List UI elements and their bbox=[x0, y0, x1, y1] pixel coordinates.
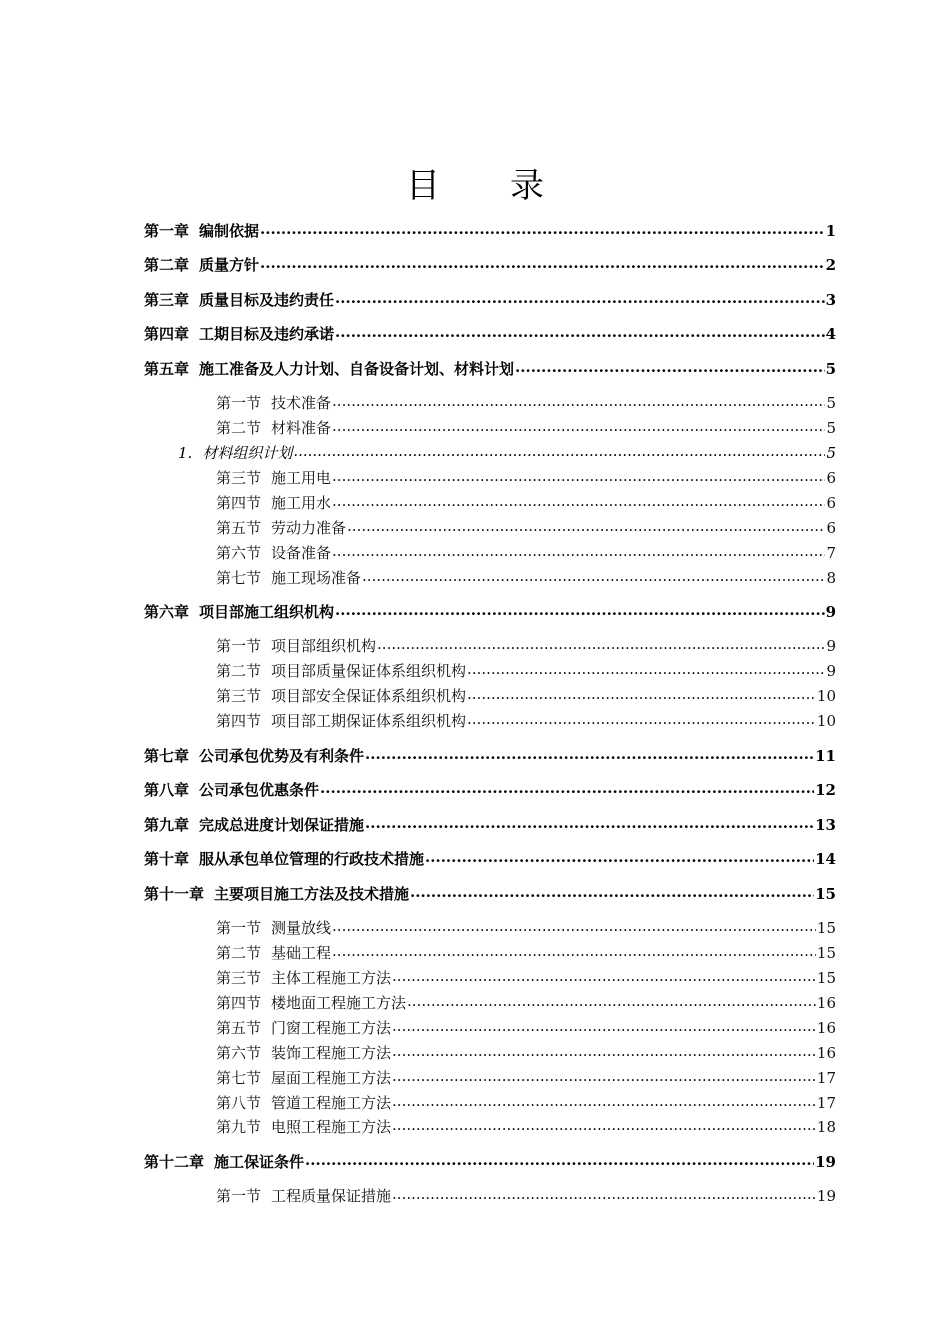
toc-chapter-row[interactable] bbox=[144, 1152, 836, 1172]
toc-entry-text: 工期目标及违约承诺 bbox=[199, 325, 335, 343]
toc-section-row[interactable] bbox=[216, 636, 836, 656]
toc-entry-prefix: 第三章 bbox=[144, 291, 190, 309]
toc-page-number: 9 bbox=[825, 603, 836, 621]
toc-chapter-row[interactable] bbox=[144, 849, 836, 869]
toc-entry-text: 主体工程施工方法 bbox=[271, 969, 392, 987]
toc-entry-label bbox=[216, 1186, 391, 1206]
dot-leader bbox=[293, 443, 825, 458]
toc-page-number: 15 bbox=[815, 885, 836, 903]
toc-section-row[interactable] bbox=[216, 993, 836, 1013]
toc-section-row[interactable] bbox=[216, 543, 836, 563]
toc-entry-prefix: 第三节 bbox=[216, 469, 262, 487]
dot-leader bbox=[365, 746, 814, 761]
toc-entry-text: 施工保证条件 bbox=[214, 1153, 305, 1171]
dot-leader bbox=[335, 290, 825, 305]
toc-entry-prefix: 第六章 bbox=[144, 603, 190, 621]
toc-chapter-row[interactable] bbox=[144, 221, 836, 241]
dot-leader bbox=[335, 602, 825, 617]
toc-entry-text: 项目部组织机构 bbox=[271, 637, 377, 655]
toc-entry-prefix: 第二节 bbox=[216, 662, 262, 680]
toc-page-number: 11 bbox=[815, 747, 836, 765]
dot-leader bbox=[467, 711, 816, 726]
toc-entry-text: 项目部质量保证体系组织机构 bbox=[271, 662, 467, 680]
toc-entry-prefix: 第九节 bbox=[216, 1118, 262, 1136]
toc-page-number: 2 bbox=[825, 256, 836, 274]
toc-entry-prefix: 第六节 bbox=[216, 1044, 262, 1062]
dot-leader bbox=[392, 1018, 816, 1033]
toc-chapter-row[interactable] bbox=[144, 602, 836, 622]
toc-entry-text: 公司承包优惠条件 bbox=[199, 781, 320, 799]
toc-entry-prefix: 第七节 bbox=[216, 1069, 262, 1087]
toc-page-number: 10 bbox=[816, 712, 836, 730]
toc-entry-text: 测量放线 bbox=[271, 919, 332, 937]
toc-page-number: 16 bbox=[816, 1044, 836, 1062]
toc-entry-text: 管道工程施工方法 bbox=[271, 1094, 392, 1112]
toc-entry-label bbox=[216, 918, 331, 938]
toc-page-number: 6 bbox=[826, 469, 836, 487]
toc-page-number: 5 bbox=[825, 360, 836, 378]
toc-section-row[interactable] bbox=[216, 568, 836, 588]
toc-entry-text: 项目部施工组织机构 bbox=[199, 603, 335, 621]
toc-page-number: 17 bbox=[816, 1069, 836, 1087]
dot-leader bbox=[347, 518, 825, 533]
toc-entry-text: 完成总进度计划保证措施 bbox=[199, 816, 365, 834]
toc-title-char-1: 目 bbox=[406, 166, 440, 206]
toc-entry-text: 质量目标及违约责任 bbox=[199, 291, 335, 309]
toc-entry-prefix: 第五节 bbox=[216, 519, 262, 537]
toc-page-number: 10 bbox=[816, 687, 836, 705]
toc-page-number: 6 bbox=[826, 494, 836, 512]
toc-entry-prefix: 第十二章 bbox=[144, 1153, 205, 1171]
dot-leader bbox=[467, 661, 825, 676]
toc-entry-label bbox=[216, 518, 346, 538]
toc-entry-label bbox=[216, 468, 331, 488]
toc-entry-prefix: 第四章 bbox=[144, 325, 190, 343]
toc-section-row[interactable] bbox=[216, 418, 836, 438]
toc-entry-prefix: 第四节 bbox=[216, 994, 262, 1012]
dot-leader bbox=[392, 968, 816, 983]
toc-page-number: 15 bbox=[816, 919, 836, 937]
dot-leader bbox=[362, 568, 825, 583]
dot-leader bbox=[515, 359, 825, 374]
toc-entry-label bbox=[144, 1152, 304, 1172]
toc-section-row[interactable] bbox=[216, 518, 836, 538]
toc-entry-prefix: 第一节 bbox=[216, 919, 262, 937]
dot-leader bbox=[332, 918, 816, 933]
toc-entry-label bbox=[144, 221, 259, 241]
toc-entry-text: 设备准备 bbox=[271, 544, 332, 562]
dot-leader bbox=[332, 493, 825, 508]
toc-entry-prefix: 1. bbox=[178, 444, 193, 462]
toc-entry-prefix: 第三节 bbox=[216, 687, 262, 705]
toc-entry-prefix: 第十一章 bbox=[144, 885, 205, 903]
toc-entry-label bbox=[216, 543, 331, 563]
toc-entry-text: 屋面工程施工方法 bbox=[271, 1069, 392, 1087]
dot-leader bbox=[335, 324, 825, 339]
toc-section-row[interactable] bbox=[216, 468, 836, 488]
toc-page-number: 7 bbox=[826, 544, 836, 562]
toc-chapter-row[interactable] bbox=[144, 255, 836, 275]
toc-entry-text: 门窗工程施工方法 bbox=[271, 1019, 392, 1037]
toc-section-row[interactable] bbox=[216, 1186, 836, 1206]
toc-entry-prefix: 第一节 bbox=[216, 394, 262, 412]
toc-section-row[interactable] bbox=[216, 968, 836, 988]
toc-title-char-2: 录 bbox=[510, 166, 544, 206]
toc-entry-text: 劳动力准备 bbox=[271, 519, 347, 537]
toc-entry-prefix: 第八节 bbox=[216, 1094, 262, 1112]
toc-entry-prefix: 第九章 bbox=[144, 816, 190, 834]
toc-entry-text: 服从承包单位管理的行政技术措施 bbox=[199, 850, 425, 868]
toc-entry-label bbox=[216, 568, 361, 588]
toc-entry-text: 材料组织计划 bbox=[202, 444, 293, 462]
toc-entry-label bbox=[144, 849, 424, 869]
toc-section-row[interactable] bbox=[216, 661, 836, 681]
toc-entry-label bbox=[216, 1018, 391, 1038]
toc-entry-text: 材料准备 bbox=[271, 419, 332, 437]
toc-chapter-row[interactable] bbox=[144, 780, 836, 800]
toc-entry-prefix: 第七章 bbox=[144, 747, 190, 765]
toc-entry-text: 楼地面工程施工方法 bbox=[271, 994, 407, 1012]
toc-entry-label bbox=[216, 636, 376, 656]
toc-page-number: 6 bbox=[826, 519, 836, 537]
toc-entry-text: 项目部工期保证体系组织机构 bbox=[271, 712, 467, 730]
dot-leader bbox=[392, 1186, 816, 1201]
dot-leader bbox=[425, 849, 814, 864]
toc-entry-prefix: 第二节 bbox=[216, 944, 262, 962]
toc-section-row[interactable] bbox=[216, 1043, 836, 1063]
toc-page-number: 12 bbox=[815, 781, 836, 799]
toc-entry-label bbox=[216, 686, 466, 706]
toc-entry-prefix: 第一节 bbox=[216, 637, 262, 655]
dot-leader bbox=[305, 1152, 814, 1167]
dot-leader bbox=[392, 1093, 816, 1108]
toc-entry-prefix: 第七节 bbox=[216, 569, 262, 587]
toc-entry-label bbox=[216, 393, 331, 413]
toc-entry-label bbox=[144, 602, 334, 622]
dot-leader bbox=[467, 686, 816, 701]
toc-entry-text: 电照工程施工方法 bbox=[271, 1118, 392, 1136]
toc-entry-label bbox=[216, 711, 466, 731]
toc-entry-label bbox=[178, 443, 292, 463]
toc-entry-prefix: 第五章 bbox=[144, 360, 190, 378]
toc-entry-text: 施工用电 bbox=[271, 469, 332, 487]
toc-entry-label bbox=[216, 1043, 391, 1063]
toc-entry-label bbox=[144, 746, 364, 766]
toc-entry-text: 公司承包优势及有利条件 bbox=[199, 747, 365, 765]
toc-entry-prefix: 第十章 bbox=[144, 850, 190, 868]
toc-entry-prefix: 第四节 bbox=[216, 712, 262, 730]
toc-page-number: 5 bbox=[826, 444, 836, 462]
toc-entry-prefix: 第四节 bbox=[216, 494, 262, 512]
toc-chapter-row[interactable] bbox=[144, 746, 836, 766]
toc-page-number: 1 bbox=[825, 222, 836, 240]
toc-page-number: 15 bbox=[816, 969, 836, 987]
toc-entry-text: 质量方针 bbox=[199, 256, 260, 274]
dot-leader bbox=[377, 636, 825, 651]
toc-page-number: 3 bbox=[825, 291, 836, 309]
toc-page-number: 17 bbox=[816, 1094, 836, 1112]
toc-entry-label bbox=[144, 324, 334, 344]
toc-page-number: 16 bbox=[816, 1019, 836, 1037]
toc-page-number: 5 bbox=[826, 394, 836, 412]
dot-leader bbox=[392, 1068, 816, 1083]
toc-entry-label bbox=[216, 493, 331, 513]
toc-page-number: 4 bbox=[825, 325, 836, 343]
toc-section-row[interactable] bbox=[216, 711, 836, 731]
toc-chapter-row[interactable] bbox=[144, 290, 836, 310]
toc-entry-label bbox=[144, 780, 319, 800]
toc-entry-text: 技术准备 bbox=[271, 394, 332, 412]
toc-chapter-row[interactable] bbox=[144, 324, 836, 344]
toc-section-row[interactable] bbox=[216, 1018, 836, 1038]
toc-page-number: 9 bbox=[826, 637, 836, 655]
dot-leader bbox=[332, 543, 825, 558]
toc-entry-label bbox=[144, 359, 514, 379]
toc-entry-text: 项目部安全保证体系组织机构 bbox=[271, 687, 467, 705]
toc-entry-label bbox=[216, 1117, 391, 1137]
toc-entry-prefix: 第八章 bbox=[144, 781, 190, 799]
dot-leader bbox=[392, 1043, 816, 1058]
toc-entry-prefix: 第二节 bbox=[216, 419, 262, 437]
toc-entry-prefix: 第二章 bbox=[144, 256, 190, 274]
toc-entry-text: 编制依据 bbox=[199, 222, 260, 240]
toc-entry-label bbox=[144, 290, 334, 310]
toc-page-number: 19 bbox=[815, 1153, 836, 1171]
toc-entry-label bbox=[216, 1068, 391, 1088]
toc-entry-text: 施工准备及人力计划、自备设备计划、材料计划 bbox=[199, 360, 515, 378]
dot-leader bbox=[392, 1117, 816, 1132]
toc-page-number: 19 bbox=[816, 1187, 836, 1205]
toc-section-row[interactable] bbox=[216, 686, 836, 706]
toc-section-row[interactable] bbox=[216, 918, 836, 938]
toc-entry-label bbox=[216, 661, 466, 681]
dot-leader bbox=[407, 993, 816, 1008]
toc-section-row[interactable] bbox=[216, 493, 836, 513]
toc-entry-prefix: 第六节 bbox=[216, 544, 262, 562]
toc-item-row[interactable] bbox=[178, 443, 836, 463]
dot-leader bbox=[332, 943, 816, 958]
toc-entry-label bbox=[144, 815, 364, 835]
dot-leader bbox=[365, 815, 814, 830]
toc-entry-text: 基础工程 bbox=[271, 944, 332, 962]
toc-entry-label bbox=[216, 993, 406, 1013]
toc-chapter-row[interactable] bbox=[144, 884, 836, 904]
dot-leader bbox=[332, 393, 825, 408]
toc-section-row[interactable] bbox=[216, 943, 836, 963]
toc-entry-label bbox=[216, 1093, 391, 1113]
toc-entry-label bbox=[144, 255, 259, 275]
dot-leader bbox=[320, 780, 814, 795]
dot-leader bbox=[410, 884, 814, 899]
toc-chapter-row[interactable] bbox=[144, 815, 836, 835]
toc-entry-text: 装饰工程施工方法 bbox=[271, 1044, 392, 1062]
toc-entry-text: 工程质量保证措施 bbox=[271, 1187, 392, 1205]
toc-page-number: 16 bbox=[816, 994, 836, 1012]
toc-page-number: 14 bbox=[815, 850, 836, 868]
toc-chapter-row[interactable] bbox=[144, 359, 836, 379]
toc-entry-label bbox=[216, 418, 331, 438]
toc-entry-label bbox=[216, 943, 331, 963]
toc-entry-prefix: 第五节 bbox=[216, 1019, 262, 1037]
toc-page-number: 15 bbox=[816, 944, 836, 962]
dot-leader bbox=[260, 255, 825, 270]
toc-entry-label bbox=[216, 968, 391, 988]
dot-leader bbox=[332, 468, 825, 483]
toc-entry-text: 主要项目施工方法及技术措施 bbox=[214, 885, 410, 903]
toc-page-number: 18 bbox=[816, 1118, 836, 1136]
toc-entry-text: 施工用水 bbox=[271, 494, 332, 512]
toc-entry-prefix: 第一章 bbox=[144, 222, 190, 240]
toc-section-row[interactable] bbox=[216, 1117, 836, 1137]
dot-leader bbox=[260, 221, 825, 236]
dot-leader bbox=[332, 418, 825, 433]
toc-entry-prefix: 第一节 bbox=[216, 1187, 262, 1205]
toc-page-number: 8 bbox=[826, 569, 836, 587]
toc-page-number: 9 bbox=[826, 662, 836, 680]
toc-entry-text: 施工现场准备 bbox=[271, 569, 362, 587]
toc-page-number: 13 bbox=[815, 816, 836, 834]
toc-entry-prefix: 第三节 bbox=[216, 969, 262, 987]
toc-section-row[interactable] bbox=[216, 1093, 836, 1113]
toc-section-row[interactable] bbox=[216, 1068, 836, 1088]
toc-entry-label bbox=[144, 884, 409, 904]
toc-page-number: 5 bbox=[826, 419, 836, 437]
toc-section-row[interactable] bbox=[216, 393, 836, 413]
